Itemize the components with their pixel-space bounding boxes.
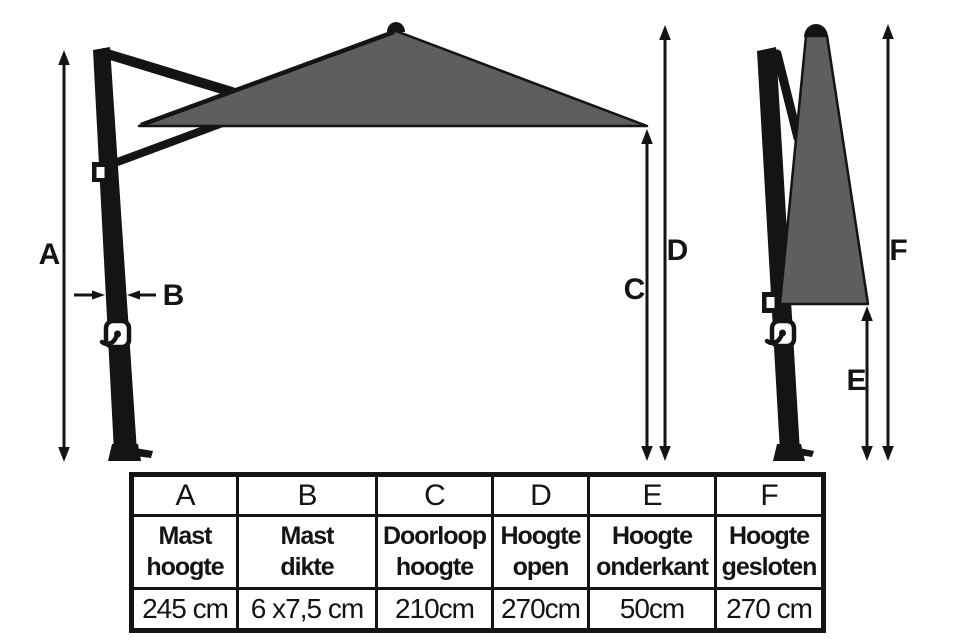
label-mast-dikte: Mast dikte [238, 516, 377, 589]
mast-base [108, 444, 153, 461]
mast-bracket [92, 162, 114, 182]
dim-label-a: A [38, 238, 60, 271]
lower-arm [112, 121, 228, 164]
dim-arrow-a [58, 50, 70, 462]
closed-mast-base [773, 444, 814, 461]
dim-label-d: D [666, 234, 688, 267]
value-hoogte-onderkant: 50cm [589, 589, 716, 631]
value-hoogte-gesloten: 270 cm [716, 589, 824, 631]
closed-crank-handle [767, 321, 794, 346]
closed-mast-bracket [762, 292, 781, 313]
col-letter-b: B [238, 475, 377, 516]
col-letter-a: A [132, 475, 238, 516]
col-letter-c: C [377, 475, 493, 516]
upper-arm [104, 53, 232, 92]
mast [93, 47, 137, 452]
closed-canopy [780, 36, 868, 304]
dim-label-b: B [162, 279, 184, 312]
table-row-values [132, 589, 824, 631]
col-letter-f: F [716, 475, 824, 516]
value-hoogte-open: 270cm [493, 589, 589, 631]
label-hoogte-onderkant: Hoogte onderkant [589, 516, 716, 589]
dim-label-e: E [846, 364, 866, 397]
label-hoogte-open: Hoogte open [493, 516, 589, 589]
col-letter-e: E [589, 475, 716, 516]
value-doorloop-hoogte: 210cm [377, 589, 493, 631]
closed-parasol-figure [757, 24, 894, 461]
col-letter-d: D [493, 475, 589, 516]
dimension-table [129, 472, 826, 633]
table-row-labels [132, 516, 824, 589]
open-parasol-figure [58, 22, 671, 462]
label-mast-hoogte: Mast hoogte [132, 516, 238, 589]
value-mast-dikte: 6 x7,5 cm [238, 589, 377, 631]
dim-label-c: C [623, 273, 645, 306]
value-mast-hoogte: 245 cm [132, 589, 238, 631]
crank-handle [102, 321, 129, 347]
dim-label-f: F [889, 234, 907, 267]
label-doorloop-hoogte: Doorloop hoogte [377, 516, 493, 589]
table-row-letters [132, 475, 824, 516]
label-hoogte-gesloten: Hoogte gesloten [716, 516, 824, 589]
open-canopy [139, 31, 647, 126]
